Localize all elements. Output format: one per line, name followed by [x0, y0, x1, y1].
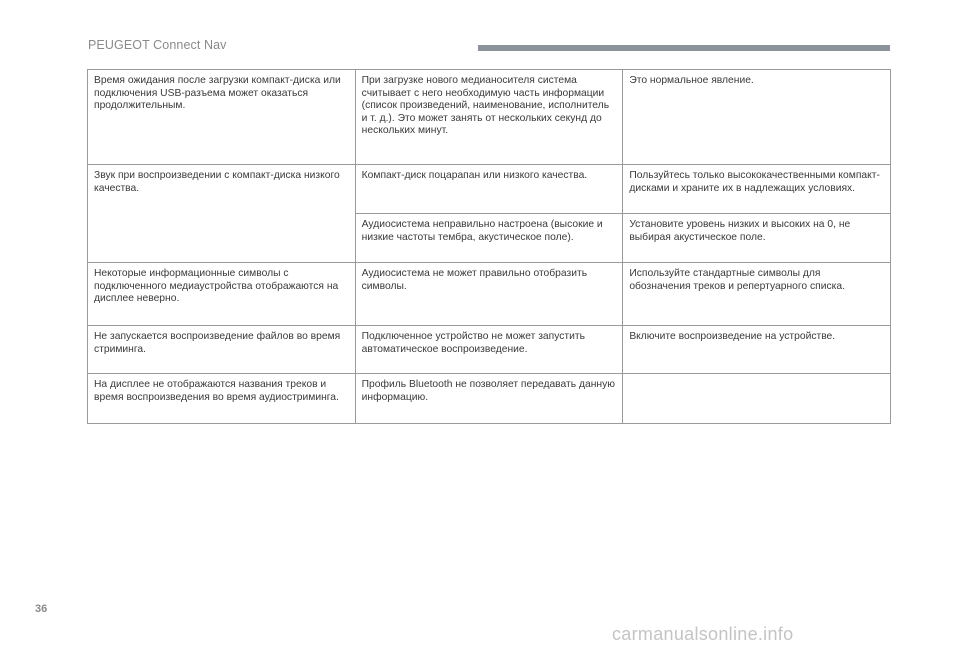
troubleshooting-table [87, 69, 891, 424]
question-cell: На дисплее не отображаются названия треков и время воспроизведения во время аудиостриминга. [88, 374, 356, 424]
cause-cell: Компакт-диск поцарапан или низкого качества. [355, 165, 623, 214]
cause-cell: Подключенное устройство не может запустить автоматическое воспроизведение. [355, 326, 623, 374]
solution-cell: Это нормальное явление. [623, 70, 891, 165]
cause-cell: При загрузке нового медианосителя система считывает с него необходимую часть информации (список произведений, наименование, исполнитель и т. д.). Это может занять от нескольких секунд до нескольких минут. [355, 70, 623, 165]
cause-cell: Аудиосистема не может правильно отобразить символы. [355, 263, 623, 326]
table-row [88, 374, 891, 424]
page-number: 36 [35, 603, 48, 615]
table-row [88, 326, 891, 374]
table-row [88, 70, 891, 165]
question-cell: Время ожидания после загрузки компакт-диска или подключения USB-разъема может оказаться продолжительным. [88, 70, 356, 165]
cause-cell: Профиль Bluetooth не позволяет передавать данную информацию. [355, 374, 623, 424]
solution-cell: Используйте стандартные символы для обозначения треков и репертуарного списка. [623, 263, 891, 326]
header-divider-bar [478, 45, 890, 51]
question-cell: Звук при воспроизведении с компакт-диска низкого качества. [88, 165, 356, 263]
solution-cell: Установите уровень низких и высоких на 0, не выбирая акустическое поле. [623, 214, 891, 263]
question-cell: Не запускается воспроизведение файлов во время стриминга. [88, 326, 356, 374]
table-row [88, 263, 891, 326]
solution-cell: Включите воспроизведение на устройстве. [623, 326, 891, 374]
solution-cell: Пользуйтесь только высококачественными компакт-дисками и храните их в надлежащих условиях. [623, 165, 891, 214]
solution-cell [623, 374, 891, 424]
watermark: carmanualsonline.info [612, 624, 794, 644]
question-cell: Некоторые информационные символы с подключенного медиаустройства отображаются на дисплее неверно. [88, 263, 356, 326]
cause-cell: Аудиосистема неправильно настроена (высокие и низкие частоты тембра, акустическое поле). [355, 214, 623, 263]
document-title: PEUGEOT Connect Nav [88, 38, 227, 52]
table-row [88, 165, 891, 214]
